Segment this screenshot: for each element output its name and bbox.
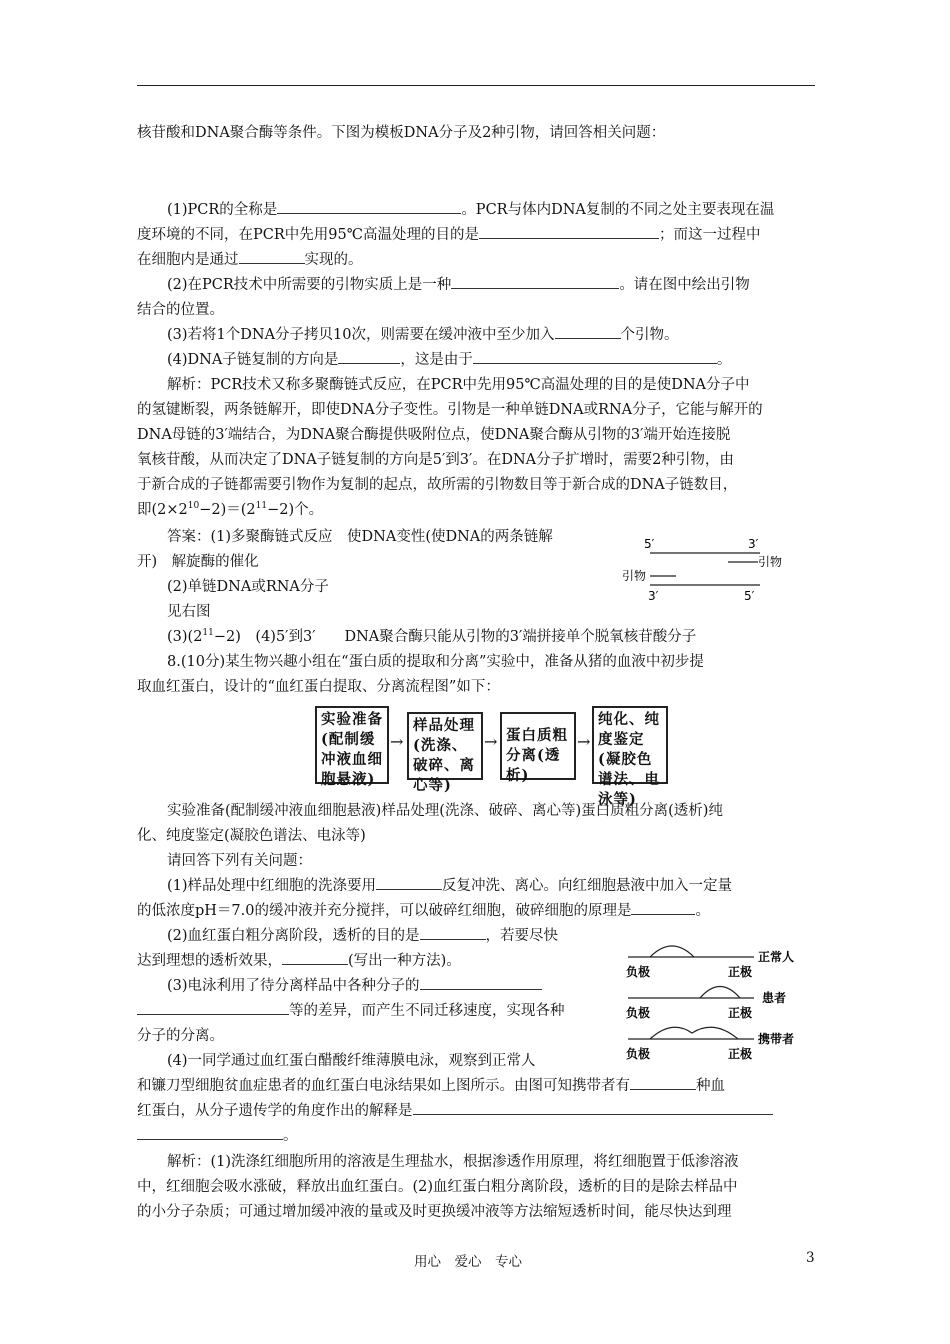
b4-line1: (4)一同学通过血红蛋白醋酸纤维薄膜电泳，观察到正常人: [167, 1053, 536, 1069]
flow-arrow-icon: →: [390, 732, 404, 751]
b3-line3: 分子的分离。: [137, 1028, 224, 1044]
analysis2-line3: 的小分子杂质；可通过增加缓冲液的量或及时更换缓冲液等方法缩短透析时间，能尽快达到理: [137, 1204, 732, 1220]
blank[interactable]: [137, 999, 289, 1015]
q2-line2: 结合的位置。: [137, 302, 224, 318]
flow-box-dialysis: 蛋白质粗分离(透析): [500, 712, 576, 780]
pos-label: 正极: [728, 965, 753, 979]
flow-box-prepare: 实验准备(配制缓冲液血细胞悬液): [315, 706, 389, 784]
answer-line3: (2)单链DNA或RNA分子: [167, 579, 329, 595]
primer-left-label: 引物: [622, 569, 647, 583]
neg-label: 负极: [626, 965, 651, 979]
analysis2-line2: 中，红细胞会吸水涨破，释放出血红蛋白。(2)血红蛋白粗分离阶段，透析的目的是除去样品中: [137, 1179, 738, 1195]
q8-line2: 取血红蛋白，设计的“血红蛋白提取、分离流程图”如下：: [137, 679, 500, 695]
blank[interactable]: [413, 1099, 773, 1115]
dna-primer-figure: [618, 533, 798, 605]
pos-label: 正极: [728, 1047, 753, 1061]
q8-line1: 8.(10分)某生物兴趣小组在“蛋白质的提取和分离”实验中，准备从猪的血液中初步提: [167, 654, 704, 670]
dna-top-right-label: 3′: [748, 537, 759, 551]
analysis1-line2: 的氢键断裂，两条链解开，即使DNA分子变性。引物是一种单链DNA或RNA分子，它能与解开的: [137, 402, 763, 418]
b3-line2: 等的差异，而产生不同迁移速度，实现各种: [137, 999, 617, 1024]
blank[interactable]: [277, 198, 461, 214]
q1-line2: 度环境的不同，在PCR中先用95℃高温处理的目的是 ；而这一过程中: [137, 223, 815, 248]
dna-bottom-right-label: 5′: [744, 589, 755, 603]
blank[interactable]: [420, 974, 542, 990]
electrophoresis-figure: [620, 935, 810, 1065]
blank[interactable]: [451, 273, 619, 289]
b4-line3: 红蛋白，从分子遗传学的角度作出的解释是: [137, 1099, 815, 1124]
blank[interactable]: [376, 874, 442, 890]
answer-line4: 见右图: [167, 604, 211, 620]
dna-bottom-left-label: 3′: [648, 589, 659, 603]
blank[interactable]: [473, 348, 717, 364]
blank[interactable]: [630, 1074, 696, 1090]
blank[interactable]: [420, 924, 486, 940]
flow-arrow-icon: →: [484, 732, 498, 751]
answer-line1: 答案：(1)多聚酶链式反应 使DNA变性(使DNA的两条链解: [167, 529, 553, 545]
pos-label: 正极: [728, 1006, 753, 1020]
q3-line: (3)若将1个DNA分子拷贝10次，则需要在缓冲液中至少加入 个引物。: [137, 323, 815, 348]
b3-line1: (3)电泳利用了待分离样品中各种分子的: [137, 974, 617, 999]
band-patient: [700, 987, 740, 999]
row-label-carrier: 携带者: [758, 1032, 795, 1046]
blank[interactable]: [338, 348, 400, 364]
blank[interactable]: [282, 949, 348, 965]
neg-label: 负极: [626, 1047, 651, 1061]
q1-line1: (1)PCR的全称是 。PCR与体内DNA复制的不同之处主要表现在温: [137, 198, 815, 223]
analysis1-line1: 解析：PCR技术又称多聚酶链式反应，在PCR中先用95℃高温处理的目的是使DNA分子中: [167, 377, 750, 393]
blank[interactable]: [239, 248, 305, 264]
b4-line2: 和镰刀型细胞贫血症患者的血红蛋白电泳结果如上图所示。由图可知携带者有 种血: [137, 1074, 815, 1099]
footer-motto: 用心 爱心 专心: [414, 1254, 522, 1270]
analysis1-line6: 即$(2\times 2^{10}-2)=(2^{11}-2)$个。: [137, 501, 324, 518]
primer-right-label: 引物: [758, 555, 783, 569]
analysis2-line1: 解析：(1)洗涤红细胞所用的溶液是生理盐水，根据渗透作用原理，将红细胞置于低渗溶液: [167, 1154, 739, 1170]
b4-line4: 。: [137, 1124, 815, 1149]
analysis1-line4: 氧核苷酸，从而决定了DNA子链复制的方向是5′到3′。在DNA分子扩增时，需要2种引物，由: [137, 452, 734, 468]
blank[interactable]: [555, 323, 621, 339]
row-label-normal: 正常人: [758, 950, 795, 964]
b2-line2: 达到理想的透析效果， (写出一种方法)。: [137, 949, 617, 974]
answer-line5: $(3)(2^{11}-2)$ (4)5′到3′ DNA聚合酶只能从引物的3′端拼接单个脱氧核苷酸分子: [167, 628, 697, 645]
band-carrier: [650, 1027, 738, 1039]
flow-box-purify: 纯化、纯度鉴定(凝胶色谱法、电泳等): [592, 706, 668, 784]
dna-top-left-label: 5′: [644, 537, 655, 551]
q2-line1: (2)在PCR技术中所需要的引物实质上是一种 。请在图中绘出引物: [137, 273, 815, 298]
page-number: 3: [806, 1250, 815, 1266]
q4-line: (4)DNA子链复制的方向是 ，这是由于 。: [137, 348, 815, 373]
flow-arrow-icon: →: [577, 732, 591, 751]
ask-line: 请回答下列有关问题：: [167, 853, 312, 869]
flow-box-sample: 样品处理(洗涤、破碎、离心等): [407, 712, 483, 780]
blank[interactable]: [137, 1124, 283, 1140]
blank[interactable]: [631, 899, 695, 915]
header-rule: [137, 85, 815, 86]
band-normal: [650, 946, 694, 957]
flow-text-line1: 实验准备(配制缓冲液血细胞悬液)样品处理(洗涤、破碎、离心等)蛋白质粗分离(透析)纯: [167, 803, 723, 819]
row-label-patient: 患者: [762, 991, 787, 1005]
q1-line3: 在细胞内是通过 实现的。: [137, 248, 815, 273]
answer-line2: 开) 解旋酶的催化: [137, 554, 259, 570]
flow-text-line2: 化、纯度鉴定(凝胶色谱法、电泳等): [137, 828, 366, 844]
analysis1-line3: DNA母链的3′端结合，为DNA聚合酶提供吸附位点，使DNA聚合酶从引物的3′端开始连接脱: [137, 427, 731, 443]
blank[interactable]: [479, 223, 659, 239]
intro-line: 核苷酸和DNA聚合酶等条件。下图为模板DNA分子及2种引物，请回答相关问题：: [137, 125, 666, 141]
analysis1-line5: 于新合成的子链都需要引物作为复制的起点，故所需的引物数目等于新合成的DNA子链数目，: [137, 477, 738, 493]
neg-label: 负极: [626, 1006, 651, 1020]
b1-line2: 的低浓度pH＝7.0的缓冲液并充分搅拌，可以破碎红细胞，破碎细胞的原理是 。: [137, 899, 815, 924]
b2-line1: (2)血红蛋白粗分离阶段，透析的目的是 ，若要尽快: [137, 924, 617, 949]
b1-line1: (1)样品处理中红细胞的洗涤要用 反复冲洗、离心。向红细胞悬液中加入一定量: [137, 874, 815, 899]
